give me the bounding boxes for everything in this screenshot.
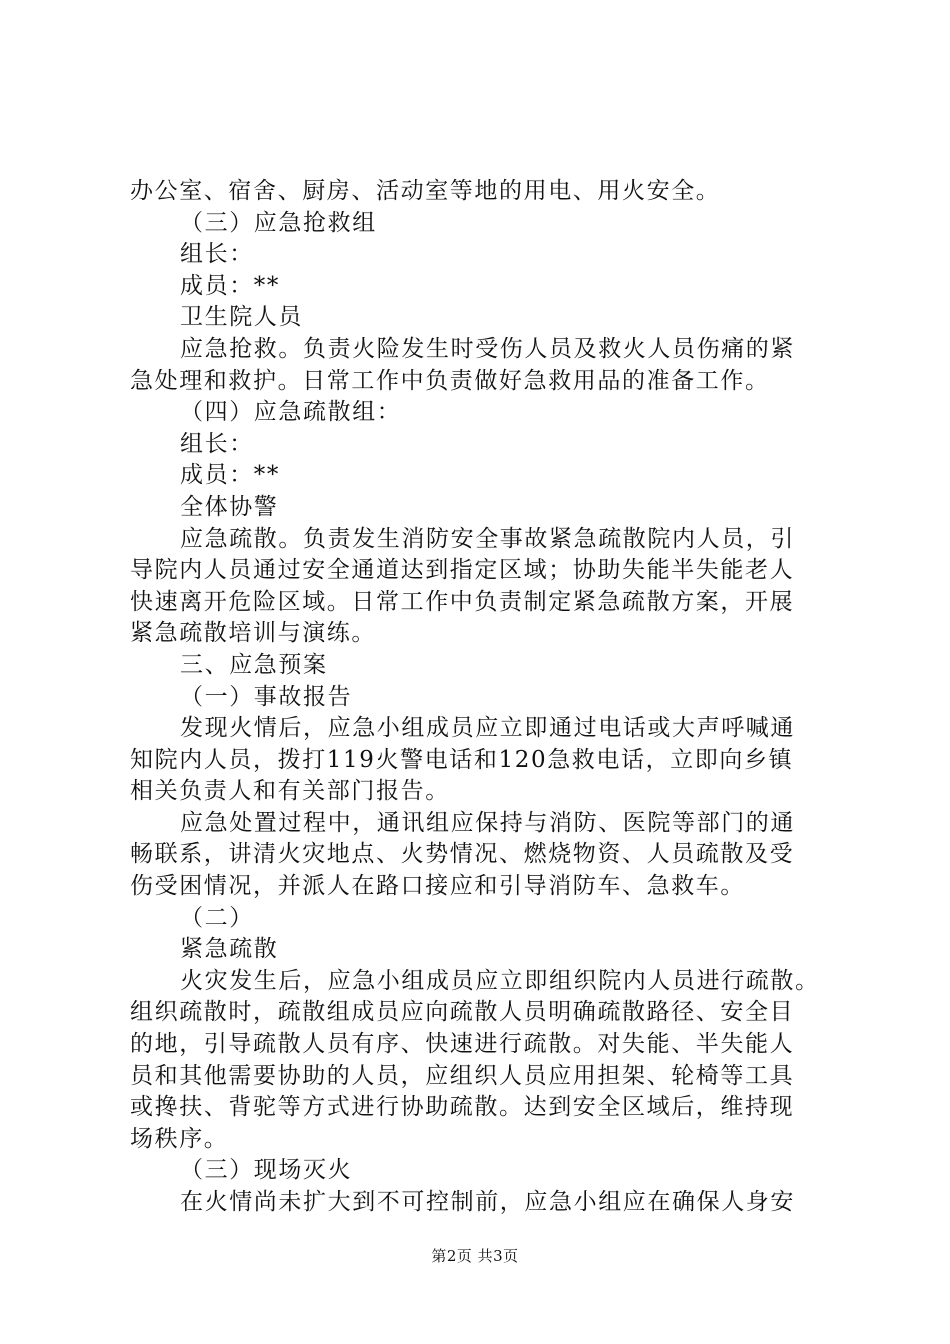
text-line: 全体协警 <box>180 493 279 520</box>
text-line: 组长： <box>180 430 254 457</box>
section-heading: （三）现场灭火 <box>180 1157 353 1184</box>
text-line: 成员：** <box>180 272 280 299</box>
section-heading: （三）应急抢救组 <box>180 209 377 236</box>
paragraph-line: 应急抢救。负责火险发生时受伤人员及救火人员伤痛的紧 <box>180 335 795 362</box>
paragraph-line: 伤受困情况，并派人在路口接应和引导消防车、急救车。 <box>130 873 745 900</box>
section-heading: 三、应急预案 <box>180 651 328 678</box>
paragraph-line: 发现火情后，应急小组成员应立即通过电话或大声呼喊通 <box>180 715 795 742</box>
section-heading: （四）应急疏散组： <box>180 399 402 426</box>
paragraph-line: 组织疏散时，疏散组成员应向疏散人员明确疏散路径、安全目 <box>130 999 795 1026</box>
section-heading: （一）事故报告 <box>180 683 353 710</box>
text-line: 组长： <box>180 241 254 268</box>
paragraph-line: 或搀扶、背驼等方式进行协助疏散。达到安全区域后，维持现 <box>130 1094 795 1121</box>
section-heading: （二） <box>180 904 254 931</box>
text-line: 卫生院人员 <box>180 304 303 331</box>
paragraph-line: 相关负责人和有关部门报告。 <box>130 778 450 805</box>
paragraph-line: 知院内人员，拨打119火警电话和120急救电话，立即向乡镇 <box>130 746 794 773</box>
paragraph-line: 快速离开危险区域。日常工作中负责制定紧急疏散方案，开展 <box>130 588 795 615</box>
body-text <box>130 176 830 1219</box>
paragraph-line: 应急疏散。负责发生消防安全事故紧急疏散院内人员，引 <box>180 525 795 552</box>
text-line: 办公室、宿舍、厨房、活动室等地的用电、用火安全。 <box>130 178 721 204</box>
paragraph-line: 畅联系，讲清火灾地点、火势情况、燃烧物资、人员疏散及受 <box>130 841 795 868</box>
paragraph-line: 火灾发生后，应急小组成员应立即组织院内人员进行疏散。 <box>180 967 820 994</box>
paragraph-line: 员和其他需要协助的人员，应组织人员应用担架、轮椅等工具 <box>130 1062 795 1089</box>
paragraph-line: 应急处置过程中，通讯组应保持与消防、医院等部门的通 <box>180 809 795 836</box>
paragraph-line: 紧急疏散培训与演练。 <box>130 620 376 647</box>
paragraph-line: 在火情尚未扩大到不可控制前，应急小组应在确保人身安 <box>180 1189 795 1215</box>
paragraph-line: 的地，引导疏散人员有序、快速进行疏散。对失能、半失能人 <box>130 1031 795 1058</box>
paragraph-line: 场秩序。 <box>130 1125 229 1152</box>
text-line: 成员：** <box>180 462 280 489</box>
page-footer: 第2页 共3页 <box>431 1247 519 1265</box>
section-heading: 紧急疏散 <box>180 936 279 963</box>
paragraph-line: 急处理和救护。日常工作中负责做好急救用品的准备工作。 <box>130 367 770 394</box>
paragraph-line: 导院内人员通过安全通道达到指定区域；协助失能半失能老人 <box>130 557 795 584</box>
